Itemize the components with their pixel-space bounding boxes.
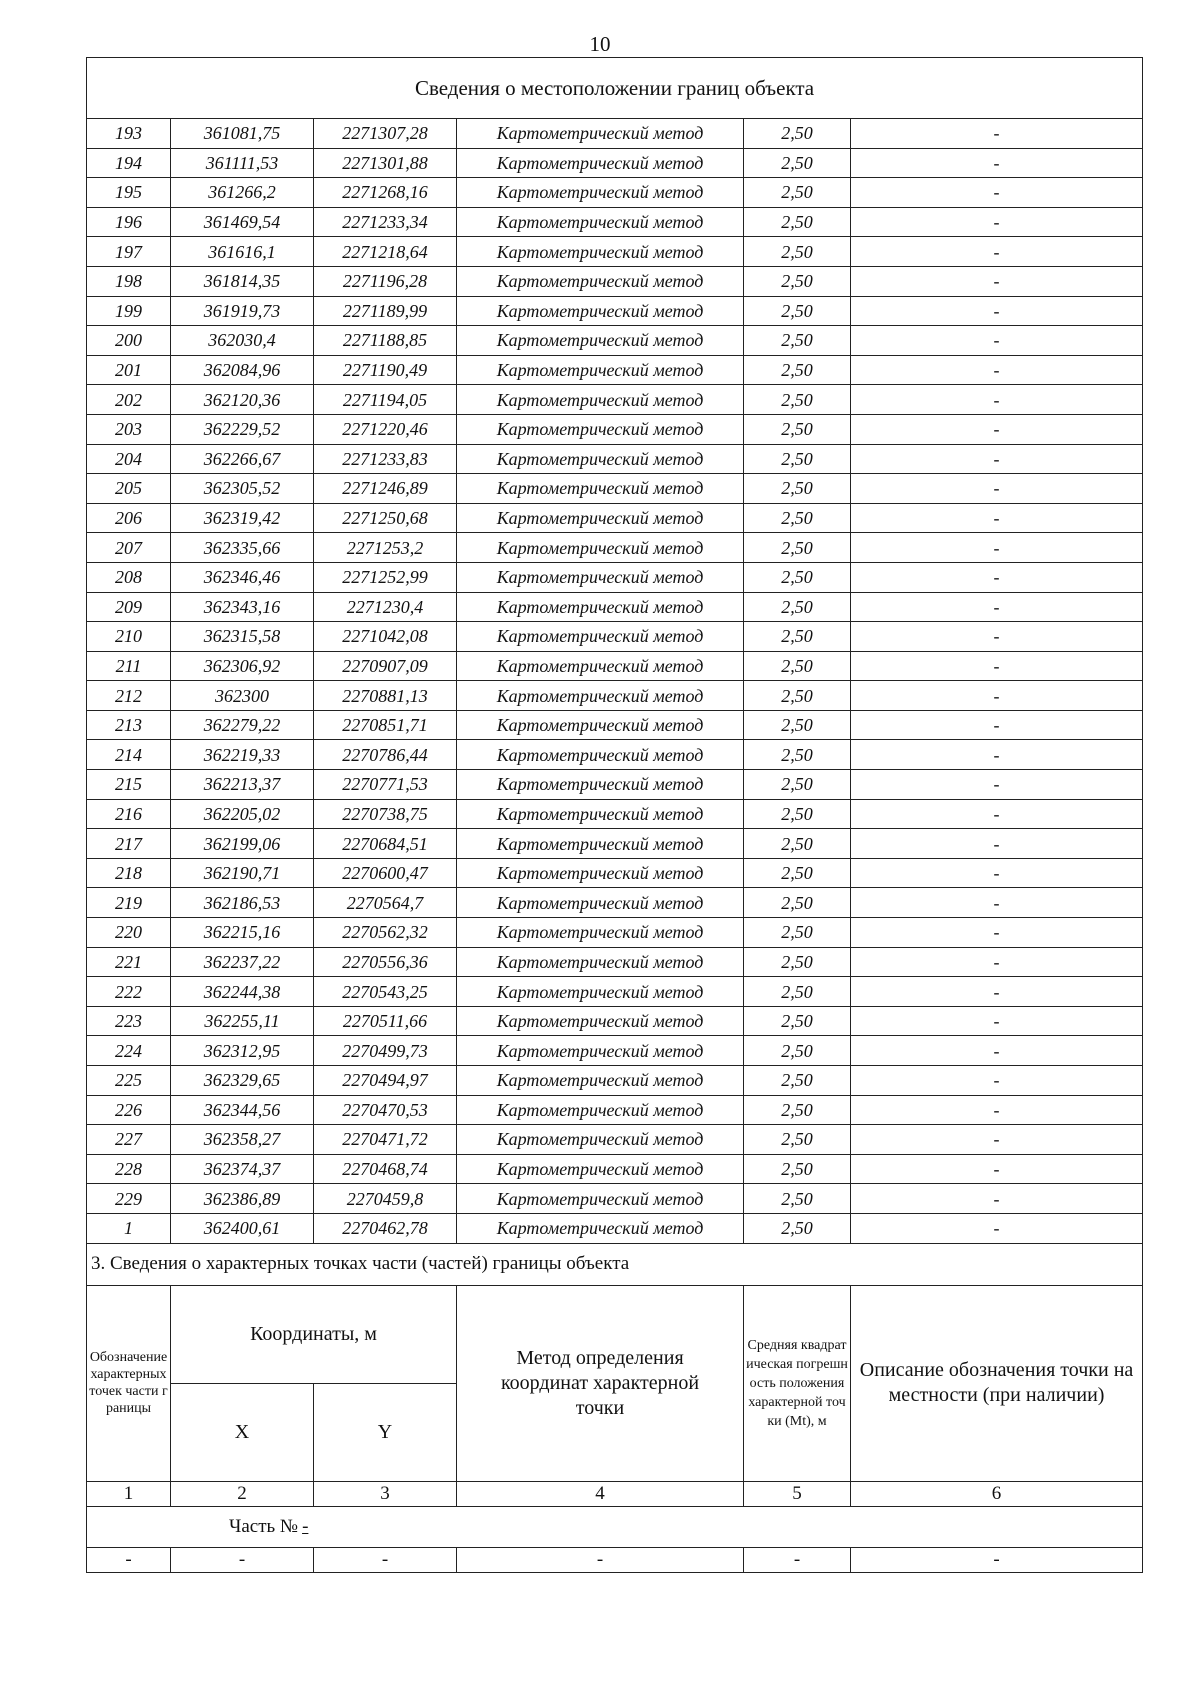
method-cell: Картометрический метод — [457, 533, 744, 563]
table-row — [87, 296, 1143, 326]
y-coordinate-cell: 2271196,28 — [314, 266, 457, 296]
y-coordinate-cell: 2270471,72 — [314, 1125, 457, 1155]
description-cell: - — [851, 1184, 1143, 1214]
error-cell: 2,50 — [744, 799, 851, 829]
error-cell: 2,50 — [744, 444, 851, 474]
col-number: 2 — [171, 1481, 314, 1506]
error-cell: 2,50 — [744, 651, 851, 681]
y-coordinate-cell: 2271218,64 — [314, 237, 457, 267]
y-coordinate-cell: 2270786,44 — [314, 740, 457, 770]
description-cell: - — [851, 770, 1143, 800]
point-number-cell: 205 — [87, 474, 171, 504]
table-row — [87, 355, 1143, 385]
y-coordinate-cell: 2270468,74 — [314, 1154, 457, 1184]
method-cell: Картометрический метод — [457, 592, 744, 622]
point-number-cell: 198 — [87, 266, 171, 296]
point-number-cell: 208 — [87, 562, 171, 592]
y-coordinate-cell: 2271233,34 — [314, 207, 457, 237]
description-cell: - — [851, 888, 1143, 918]
table-row — [87, 947, 1143, 977]
y-coordinate-cell: 2270851,71 — [314, 710, 457, 740]
x-coordinate-cell: 362300 — [171, 681, 314, 711]
description-cell: - — [851, 207, 1143, 237]
x-coordinate-cell: 362255,11 — [171, 1006, 314, 1036]
x-coordinate-cell: 361081,75 — [171, 119, 314, 149]
error-cell: 2,50 — [744, 296, 851, 326]
table-row — [87, 178, 1143, 208]
error-cell: 2,50 — [744, 1006, 851, 1036]
table-row — [87, 681, 1143, 711]
header-point-designation: Обозначение характерных точек части границы — [87, 1285, 171, 1481]
empty-cell: - — [457, 1547, 744, 1572]
table-row — [87, 148, 1143, 178]
col-number: 4 — [457, 1481, 744, 1506]
x-coordinate-cell: 362190,71 — [171, 858, 314, 888]
x-coordinate-cell: 362358,27 — [171, 1125, 314, 1155]
error-cell: 2,50 — [744, 681, 851, 711]
description-cell: - — [851, 710, 1143, 740]
x-coordinate-cell: 362237,22 — [171, 947, 314, 977]
x-coordinate-cell: 361919,73 — [171, 296, 314, 326]
method-cell: Картометрический метод — [457, 326, 744, 356]
y-coordinate-cell: 2270771,53 — [314, 770, 457, 800]
method-cell: Картометрический метод — [457, 355, 744, 385]
y-coordinate-cell: 2271189,99 — [314, 296, 457, 326]
method-cell: Картометрический метод — [457, 710, 744, 740]
method-cell: Картометрический метод — [457, 119, 744, 149]
error-cell: 2,50 — [744, 1125, 851, 1155]
point-number-cell: 202 — [87, 385, 171, 415]
description-cell: - — [851, 474, 1143, 504]
empty-row — [87, 1547, 1143, 1572]
error-cell: 2,50 — [744, 385, 851, 415]
table-row — [87, 829, 1143, 859]
y-coordinate-cell: 2270907,09 — [314, 651, 457, 681]
point-number-cell: 216 — [87, 799, 171, 829]
method-cell: Картометрический метод — [457, 740, 744, 770]
y-coordinate-cell: 2271230,4 — [314, 592, 457, 622]
error-cell: 2,50 — [744, 710, 851, 740]
point-number-cell: 212 — [87, 681, 171, 711]
table-row — [87, 651, 1143, 681]
y-coordinate-cell: 2270543,25 — [314, 977, 457, 1007]
description-cell: - — [851, 148, 1143, 178]
x-coordinate-cell: 362329,65 — [171, 1066, 314, 1096]
point-number-cell: 1 — [87, 1213, 171, 1243]
error-cell: 2,50 — [744, 1066, 851, 1096]
x-coordinate-cell: 362315,58 — [171, 622, 314, 652]
error-cell: 2,50 — [744, 1184, 851, 1214]
x-coordinate-cell: 362199,06 — [171, 829, 314, 859]
method-cell: Картометрический метод — [457, 207, 744, 237]
point-number-cell: 210 — [87, 622, 171, 652]
description-cell: - — [851, 266, 1143, 296]
error-cell: 2,50 — [744, 592, 851, 622]
description-cell: - — [851, 681, 1143, 711]
y-coordinate-cell: 2271307,28 — [314, 119, 457, 149]
table-row — [87, 266, 1143, 296]
method-cell: Картометрический метод — [457, 770, 744, 800]
x-coordinate-cell: 362244,38 — [171, 977, 314, 1007]
table-row — [87, 1006, 1143, 1036]
table-row — [87, 740, 1143, 770]
error-cell: 2,50 — [744, 119, 851, 149]
point-number-cell: 211 — [87, 651, 171, 681]
x-coordinate-cell: 362343,16 — [171, 592, 314, 622]
point-number-cell: 226 — [87, 1095, 171, 1125]
description-cell: - — [851, 1095, 1143, 1125]
point-number-cell: 194 — [87, 148, 171, 178]
y-coordinate-cell: 2271246,89 — [314, 474, 457, 504]
x-coordinate-cell: 361469,54 — [171, 207, 314, 237]
description-cell: - — [851, 1066, 1143, 1096]
table-row — [87, 858, 1143, 888]
error-cell: 2,50 — [744, 503, 851, 533]
point-number-cell: 201 — [87, 355, 171, 385]
x-coordinate-cell: 362084,96 — [171, 355, 314, 385]
description-cell: - — [851, 651, 1143, 681]
description-cell: - — [851, 622, 1143, 652]
empty-cell: - — [744, 1547, 851, 1572]
x-coordinate-cell: 362312,95 — [171, 1036, 314, 1066]
y-coordinate-cell: 2271252,99 — [314, 562, 457, 592]
table-row — [87, 385, 1143, 415]
description-cell: - — [851, 503, 1143, 533]
boundary-table — [86, 57, 1143, 1573]
x-coordinate-cell: 362030,4 — [171, 326, 314, 356]
y-coordinate-cell: 2271233,83 — [314, 444, 457, 474]
y-coordinate-cell: 2271250,68 — [314, 503, 457, 533]
method-cell: Картометрический метод — [457, 148, 744, 178]
point-number-cell: 227 — [87, 1125, 171, 1155]
description-cell: - — [851, 296, 1143, 326]
description-cell: - — [851, 1006, 1143, 1036]
point-number-cell: 223 — [87, 1006, 171, 1036]
description-cell: - — [851, 1125, 1143, 1155]
error-cell: 2,50 — [744, 266, 851, 296]
method-cell: Картометрический метод — [457, 266, 744, 296]
description-cell: - — [851, 799, 1143, 829]
method-cell: Картометрический метод — [457, 947, 744, 977]
x-coordinate-cell: 362213,37 — [171, 770, 314, 800]
error-cell: 2,50 — [744, 474, 851, 504]
error-cell: 2,50 — [744, 207, 851, 237]
header-method: Метод определения координат характерной точки — [457, 1285, 744, 1481]
x-coordinate-cell: 361616,1 — [171, 237, 314, 267]
point-number-cell: 193 — [87, 119, 171, 149]
point-number-cell: 195 — [87, 178, 171, 208]
y-coordinate-cell: 2270499,73 — [314, 1036, 457, 1066]
col-number: 5 — [744, 1481, 851, 1506]
method-cell: Картометрический метод — [457, 503, 744, 533]
description-cell: - — [851, 592, 1143, 622]
error-cell: 2,50 — [744, 326, 851, 356]
table-row — [87, 237, 1143, 267]
table-row — [87, 1066, 1143, 1096]
description-cell: - — [851, 178, 1143, 208]
x-coordinate-cell: 362219,33 — [171, 740, 314, 770]
method-cell: Картометрический метод — [457, 385, 744, 415]
error-cell: 2,50 — [744, 918, 851, 948]
description-cell: - — [851, 1213, 1143, 1243]
description-cell: - — [851, 355, 1143, 385]
table-row — [87, 622, 1143, 652]
x-coordinate-cell: 362279,22 — [171, 710, 314, 740]
method-cell: Картометрический метод — [457, 444, 744, 474]
y-coordinate-cell: 2270738,75 — [314, 799, 457, 829]
point-number-cell: 203 — [87, 414, 171, 444]
table-row — [87, 326, 1143, 356]
table-row — [87, 119, 1143, 149]
x-coordinate-cell: 362120,36 — [171, 385, 314, 415]
x-coordinate-cell: 362305,52 — [171, 474, 314, 504]
table-row — [87, 918, 1143, 948]
error-cell: 2,50 — [744, 770, 851, 800]
method-cell: Картометрический метод — [457, 237, 744, 267]
table-row — [87, 888, 1143, 918]
method-cell: Картометрический метод — [457, 651, 744, 681]
method-cell: Картометрический метод — [457, 178, 744, 208]
y-coordinate-cell: 2271268,16 — [314, 178, 457, 208]
method-cell: Картометрический метод — [457, 977, 744, 1007]
y-coordinate-cell: 2270462,78 — [314, 1213, 457, 1243]
point-number-cell: 221 — [87, 947, 171, 977]
table-row — [87, 474, 1143, 504]
table-row — [87, 770, 1143, 800]
col-number: 3 — [314, 1481, 457, 1506]
x-coordinate-cell: 362374,37 — [171, 1154, 314, 1184]
x-coordinate-cell: 361814,35 — [171, 266, 314, 296]
table-row — [87, 1154, 1143, 1184]
table-row — [87, 710, 1143, 740]
table-title: Сведения о местоположении границ объекта — [87, 58, 1143, 119]
description-cell: - — [851, 918, 1143, 948]
method-cell: Картометрический метод — [457, 1184, 744, 1214]
header-error: Средняя квадратическая погрешность положения характерной точки (Mt), м — [744, 1285, 851, 1481]
point-number-cell: 228 — [87, 1154, 171, 1184]
description-cell: - — [851, 533, 1143, 563]
error-cell: 2,50 — [744, 237, 851, 267]
error-cell: 2,50 — [744, 977, 851, 1007]
y-coordinate-cell: 2271194,05 — [314, 385, 457, 415]
point-number-cell: 224 — [87, 1036, 171, 1066]
y-coordinate-cell: 2270470,53 — [314, 1095, 457, 1125]
error-cell: 2,50 — [744, 1213, 851, 1243]
method-cell: Картометрический метод — [457, 1125, 744, 1155]
description-cell: - — [851, 119, 1143, 149]
x-coordinate-cell: 362306,92 — [171, 651, 314, 681]
point-number-cell: 214 — [87, 740, 171, 770]
y-coordinate-cell: 2271042,08 — [314, 622, 457, 652]
x-coordinate-cell: 362215,16 — [171, 918, 314, 948]
method-cell: Картометрический метод — [457, 888, 744, 918]
x-coordinate-cell: 362266,67 — [171, 444, 314, 474]
error-cell: 2,50 — [744, 562, 851, 592]
x-coordinate-cell: 361111,53 — [171, 148, 314, 178]
point-number-cell: 207 — [87, 533, 171, 563]
section-3-title: 3. Сведения о характерных точках части (частей) границы объекта — [87, 1243, 1143, 1285]
table-row — [87, 1125, 1143, 1155]
point-number-cell: 209 — [87, 592, 171, 622]
point-number-cell: 217 — [87, 829, 171, 859]
y-coordinate-cell: 2271301,88 — [314, 148, 457, 178]
x-coordinate-cell: 362344,56 — [171, 1095, 314, 1125]
y-coordinate-cell: 2270556,36 — [314, 947, 457, 977]
error-cell: 2,50 — [744, 1036, 851, 1066]
part-value: - — [302, 1515, 309, 1537]
x-coordinate-cell: 361266,2 — [171, 178, 314, 208]
y-coordinate-cell: 2270459,8 — [314, 1184, 457, 1214]
description-cell: - — [851, 947, 1143, 977]
method-cell: Картометрический метод — [457, 414, 744, 444]
point-number-cell: 200 — [87, 326, 171, 356]
point-number-cell: 196 — [87, 207, 171, 237]
y-coordinate-cell: 2271190,49 — [314, 355, 457, 385]
error-cell: 2,50 — [744, 740, 851, 770]
error-cell: 2,50 — [744, 355, 851, 385]
y-coordinate-cell: 2271253,2 — [314, 533, 457, 563]
point-number-cell: 197 — [87, 237, 171, 267]
method-cell: Картометрический метод — [457, 1213, 744, 1243]
y-coordinate-cell: 2270881,13 — [314, 681, 457, 711]
empty-cell: - — [87, 1547, 171, 1572]
x-coordinate-cell: 362229,52 — [171, 414, 314, 444]
y-coordinate-cell: 2271188,85 — [314, 326, 457, 356]
y-coordinate-cell: 2270562,32 — [314, 918, 457, 948]
point-number-cell: 206 — [87, 503, 171, 533]
description-cell: - — [851, 326, 1143, 356]
method-cell: Картометрический метод — [457, 681, 744, 711]
x-coordinate-cell: 362346,46 — [171, 562, 314, 592]
table-row — [87, 799, 1143, 829]
error-cell: 2,50 — [744, 888, 851, 918]
header-x: X — [171, 1383, 314, 1481]
method-cell: Картометрический метод — [457, 1154, 744, 1184]
point-number-cell: 222 — [87, 977, 171, 1007]
table-row — [87, 1036, 1143, 1066]
error-cell: 2,50 — [744, 178, 851, 208]
empty-cell: - — [851, 1547, 1143, 1572]
method-cell: Картометрический метод — [457, 296, 744, 326]
empty-cell: - — [314, 1547, 457, 1572]
method-cell: Картометрический метод — [457, 829, 744, 859]
y-coordinate-cell: 2270564,7 — [314, 888, 457, 918]
x-coordinate-cell: 362335,66 — [171, 533, 314, 563]
description-cell: - — [851, 829, 1143, 859]
table-row — [87, 1213, 1143, 1243]
method-cell: Картометрический метод — [457, 562, 744, 592]
column-numbers-row — [87, 1481, 1143, 1506]
table-row — [87, 533, 1143, 563]
description-cell: - — [851, 1154, 1143, 1184]
description-cell: - — [851, 858, 1143, 888]
description-cell: - — [851, 385, 1143, 415]
error-cell: 2,50 — [744, 829, 851, 859]
table-row — [87, 207, 1143, 237]
method-cell: Картометрический метод — [457, 858, 744, 888]
x-coordinate-cell: 362386,89 — [171, 1184, 314, 1214]
table-row — [87, 414, 1143, 444]
point-number-cell: 215 — [87, 770, 171, 800]
description-cell: - — [851, 414, 1143, 444]
error-cell: 2,50 — [744, 414, 851, 444]
method-cell: Картометрический метод — [457, 1095, 744, 1125]
col-number: 1 — [87, 1481, 171, 1506]
point-number-cell: 218 — [87, 858, 171, 888]
y-coordinate-cell: 2271220,46 — [314, 414, 457, 444]
empty-cell: - — [171, 1547, 314, 1572]
method-cell: Картометрический метод — [457, 1036, 744, 1066]
point-number-cell: 229 — [87, 1184, 171, 1214]
table-row — [87, 977, 1143, 1007]
method-cell: Картометрический метод — [457, 1066, 744, 1096]
method-cell: Картометрический метод — [457, 918, 744, 948]
point-number-cell: 225 — [87, 1066, 171, 1096]
table-row — [87, 503, 1143, 533]
method-cell: Картометрический метод — [457, 799, 744, 829]
header-coordinates: Координаты, м — [171, 1285, 457, 1383]
method-cell: Картометрический метод — [457, 474, 744, 504]
method-cell: Картометрический метод — [457, 622, 744, 652]
y-coordinate-cell: 2270511,66 — [314, 1006, 457, 1036]
point-number-cell: 220 — [87, 918, 171, 948]
y-coordinate-cell: 2270684,51 — [314, 829, 457, 859]
table-row — [87, 562, 1143, 592]
part-label: Часть № — [229, 1515, 299, 1537]
description-cell: - — [851, 977, 1143, 1007]
x-coordinate-cell: 362400,61 — [171, 1213, 314, 1243]
x-coordinate-cell: 362205,02 — [171, 799, 314, 829]
point-number-cell: 213 — [87, 710, 171, 740]
description-cell: - — [851, 444, 1143, 474]
header-y: Y — [314, 1383, 457, 1481]
page-number: 10 — [589, 32, 611, 56]
point-number-cell: 199 — [87, 296, 171, 326]
error-cell: 2,50 — [744, 1154, 851, 1184]
error-cell: 2,50 — [744, 148, 851, 178]
method-cell: Картометрический метод — [457, 1006, 744, 1036]
point-number-cell: 204 — [87, 444, 171, 474]
table-row — [87, 1095, 1143, 1125]
error-cell: 2,50 — [744, 622, 851, 652]
error-cell: 2,50 — [744, 947, 851, 977]
table-row — [87, 1184, 1143, 1214]
point-number-cell: 219 — [87, 888, 171, 918]
description-cell: - — [851, 740, 1143, 770]
error-cell: 2,50 — [744, 858, 851, 888]
description-cell: - — [851, 1036, 1143, 1066]
header-description: Описание обозначения точки на местности (при наличии) — [851, 1285, 1143, 1481]
x-coordinate-cell: 362319,42 — [171, 503, 314, 533]
error-cell: 2,50 — [744, 533, 851, 563]
y-coordinate-cell: 2270600,47 — [314, 858, 457, 888]
col-number: 6 — [851, 1481, 1143, 1506]
description-cell: - — [851, 237, 1143, 267]
error-cell: 2,50 — [744, 1095, 851, 1125]
part-row — [87, 1506, 1143, 1547]
x-coordinate-cell: 362186,53 — [171, 888, 314, 918]
description-cell: - — [851, 562, 1143, 592]
y-coordinate-cell: 2270494,97 — [314, 1066, 457, 1096]
table-row — [87, 592, 1143, 622]
table-row — [87, 444, 1143, 474]
